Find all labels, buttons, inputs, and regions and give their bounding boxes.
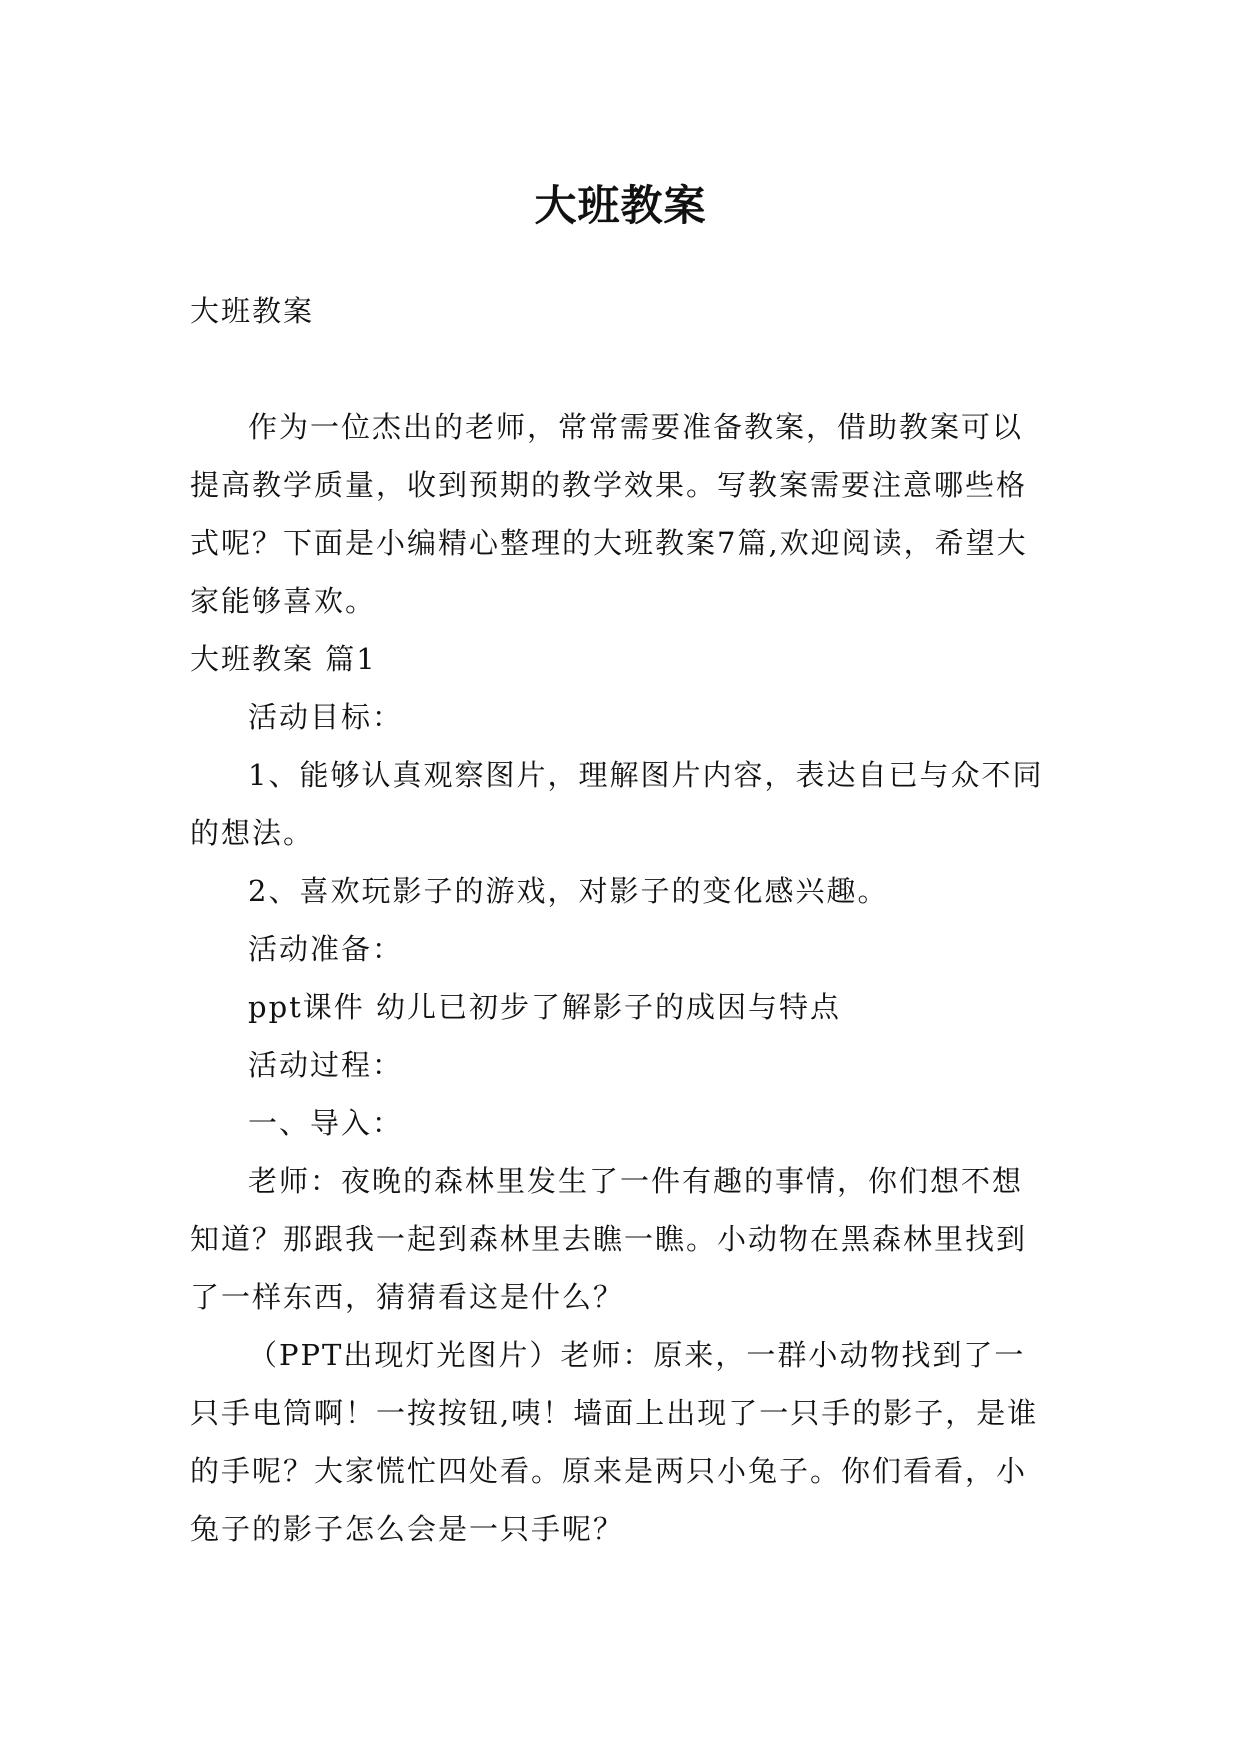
paragraph-activity-goals: 活动目标： bbox=[248, 700, 404, 734]
intro-paragraph: 作为一位杰出的老师，常常需要准备教案，借助教案可以提高教学质量，收到预期的教学效果。写教案需要注意哪些格式呢？下面是小编精心整理的大班教案7篇,欢迎阅读，希望大家能够喜欢。 bbox=[190, 410, 1028, 618]
paragraph-process-heading: 活动过程： bbox=[248, 1048, 404, 1082]
paragraph-preparation: ppt课件 幼儿已初步了解影子的成因与特点 bbox=[248, 990, 842, 1024]
paragraph-teacher-1: 老师：夜晚的森林里发生了一件有趣的事情，你们想不想知道？那跟我一起到森林里去瞧一瞧。小动物在黑森林里找到了一样东西，猜猜看这是什么？ bbox=[190, 1164, 1028, 1314]
document-subtitle: 大班教案 bbox=[190, 294, 315, 328]
paragraph-teacher-2: （PPT出现灯光图片）老师：原来，一群小动物找到了一只手电筒啊！一按按钮,咦！墙面上出现了一只手的影子，是谁的手呢？大家慌忙四处看。原来是两只小兔子。你们看看，小兔子的影子怎么会是一只手呢？ bbox=[190, 1338, 1039, 1546]
paragraph-goal-2: 2、喜欢玩影子的游戏，对影子的变化感兴趣。 bbox=[248, 874, 889, 908]
document-body bbox=[190, 282, 1046, 1558]
paragraph-goal-1: 1、能够认真观察图片，理解图片内容，表达自已与众不同的想法。 bbox=[190, 758, 1044, 850]
page-title: 大班教案 bbox=[534, 181, 707, 231]
section-heading: 大班教案 篇1 bbox=[190, 642, 377, 676]
paragraph-preparation-heading: 活动准备： bbox=[248, 932, 404, 966]
paragraph-intro-step: 一、导入： bbox=[248, 1106, 404, 1140]
